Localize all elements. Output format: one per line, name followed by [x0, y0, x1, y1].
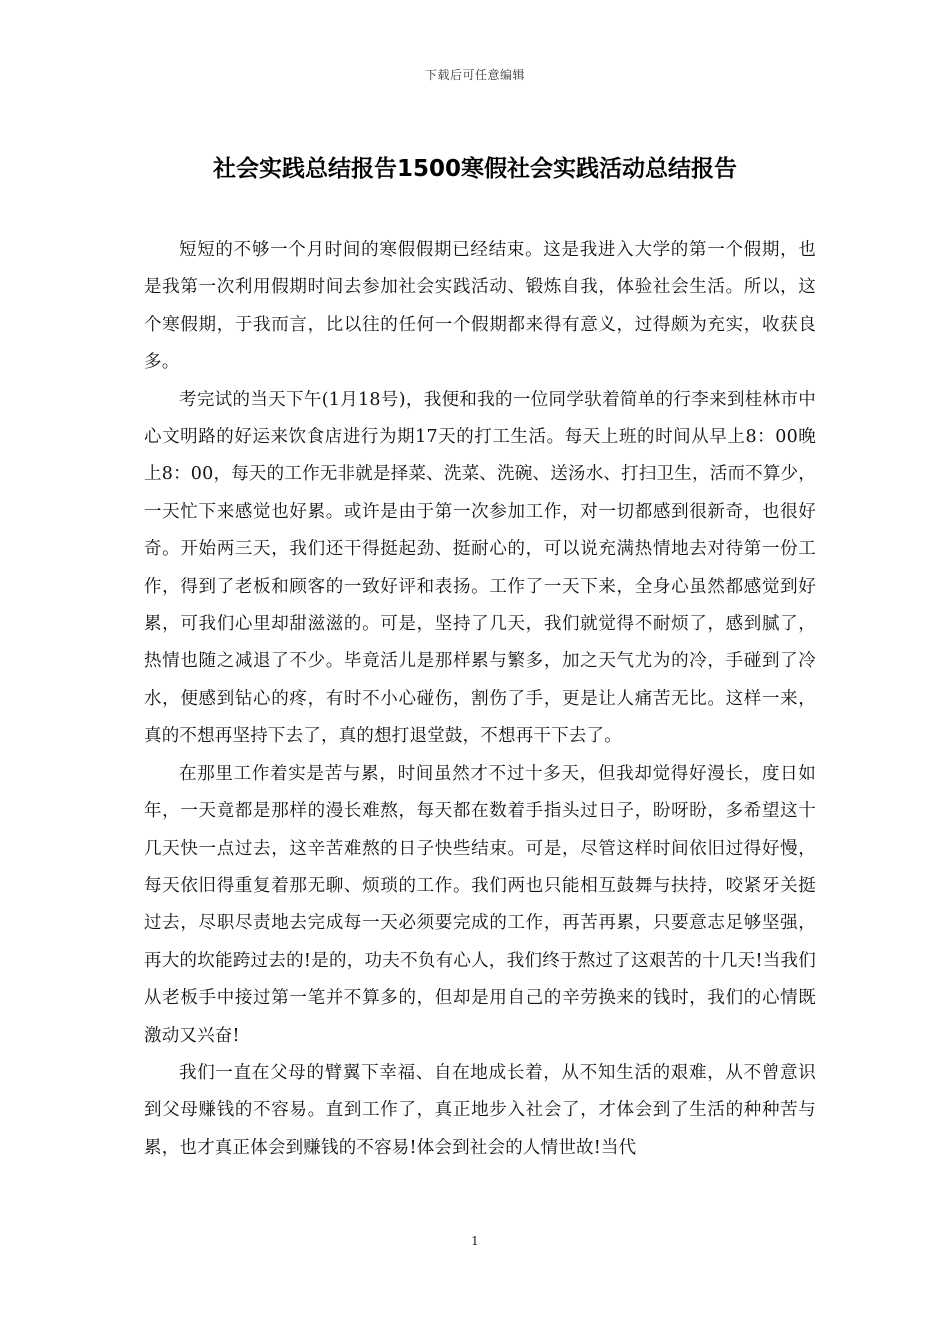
page-number: 1 [471, 1234, 479, 1248]
paragraph: 我们一直在父母的臂翼下幸福、自在地成长着，从不知生活的艰难，从不曾意识到父母赚钱的不容易。直到工作了，真正地步入社会了，才体会到了生活的种种苦与累，也才真正体会到赚钱的不容易!体会到社会的人情世故!当代 [144, 1062, 816, 1158]
paragraph: 短短的不够一个月时间的寒假假期已经结束。这是我进入大学的第一个假期，也是我第一次利用假期时间去参加社会实践活动、锻炼自我，体验社会生活。所以，这个寒假期，于我而言，比以往的任何一个假期都来得有意义，过得颇为充实，收获良多。 [144, 240, 816, 373]
document-title: 社会实践总结报告1500寒假社会实践活动总结报告 [212, 156, 737, 182]
header-note: 下载后可任意编辑 [424, 68, 525, 82]
paragraph: 在那里工作着实是苦与累，时间虽然才不过十多天，但我却觉得好漫长，度日如年，一天竟都是那样的漫长难熬，每天都在数着手指头过日子，盼呀盼，多希望这十几天快一点过去，这辛苦难熬的日子快些结束。可是，尽管这样时间依旧过得好慢，每天依旧得重复着那无聊、烦琐的工作。我们两也只能相互鼓舞与扶持，咬紧牙关挺过去，尽职尽责地去完成每一天必须要完成的工作，再苦再累，只要意志足够坚强，再大的坎能跨过去的!是的，功夫不负有心人，我们终于熬过了这艰苦的十几天!当我们从老板手中接过第一笔并不算多的，但却是用自己的辛劳换来的钱时，我们的心情既激动又兴奋! [144, 763, 816, 1046]
paragraph: 考完试的当天下午(1月18号)，我便和我的一位同学驮着简单的行李来到桂林市中心文明路的好运来饮食店进行为期17天的打工生活。每天上班的时间从早上8：00晚上8：00，每天的工作无非就是择菜、洗菜、洗碗、送汤水、打扫卫生，活而不算少，一天忙下来感觉也好累。或许是由于第一次参加工作，对一切都感到很新奇，也很好奇。开始两三天，我们还干得挺起劲、挺耐心的，可以说充满热情地去对待第一份工作，得到了老板和顾客的一致好评和表扬。工作了一天下来，全身心虽然都感觉到好累，可我们心里却甜滋滋的。可是，坚持了几天，我们就觉得不耐烦了，感到腻了，热情也随之减退了不少。毕竟活儿是那样累与繁多，加之天气尤为的冷，手碰到了冷水，便感到钻心的疼，有时不小心碰伤，割伤了手，更是让人痛苦无比。这样一来，真的不想再坚持下去了，真的想打退堂鼓，不想再干下去了。 [144, 389, 816, 747]
document-body [144, 232, 816, 1167]
